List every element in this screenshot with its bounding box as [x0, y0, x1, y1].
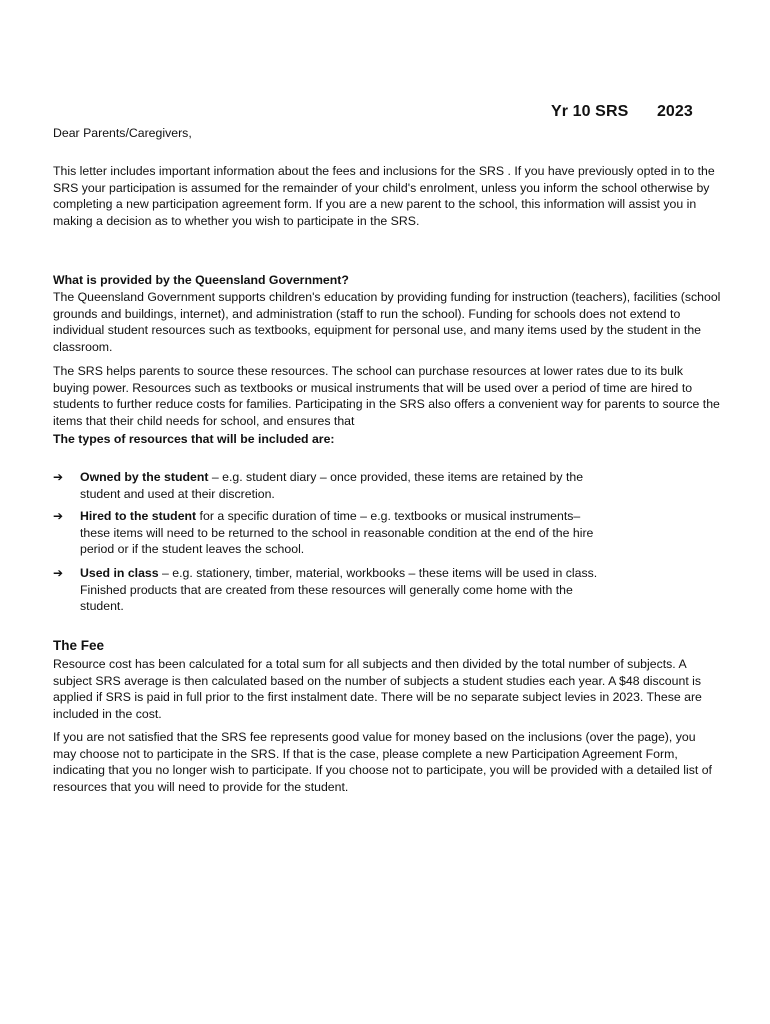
arrow-right-icon: ➔ — [53, 566, 64, 580]
gov-paragraph-1: The Queensland Government supports children's education by providing funding for instruction (teachers), facilities (school grounds and buildings, internet), and administration (staff to run the school). Funding for schools does not extend to individual student resources such as textbooks, equipment for personal use, and many items used by the student in the classroom. — [53, 290, 721, 355]
intro-paragraph: This letter includes important information about the fees and inclusions for the SRS . If you have previously opted in to the SRS your participation is assumed for the remainder of your child's enrolment, unless you inform the school otherwise by completing a new participation agreement form. If you are a new parent to the school, this information will assist you in making a decision as to whether you wish to participate in the SRS. — [53, 164, 715, 229]
bullet-description: – e.g. student diary – once provided, these items are retained by the student and used at their discretion. — [80, 470, 584, 501]
gov-paragraph-2: The SRS helps parents to source these resources. The school can purchase resources at lower rates due to its bulk buying power. Resources such as textbooks or musical instruments that will be used over a period of time are hired to students to further reduce costs for families. Participating in the SRS also offers a convenient way for parents to source the items that their child needs for school, and ensures that — [53, 364, 720, 429]
year-title: 2023 — [656, 103, 693, 120]
year-level-title: Yr 10 SRS — [551, 103, 629, 120]
arrow-right-icon: ➔ — [53, 470, 64, 484]
arrow-right-icon: ➔ — [53, 509, 64, 523]
bullet-description: – e.g. stationery, timber, material, workbooks – these items will be used in class. Finished products that are created from these resources will generally come home with the student. — [80, 566, 598, 614]
gov-heading: What is provided by the Queensland Government? — [53, 273, 349, 287]
resource-types-heading: The types of resources that will be included are: — [53, 432, 335, 446]
bullet-label: Hired to the student — [80, 509, 197, 523]
bullet-label: Owned by the student — [80, 470, 209, 484]
fee-heading: The Fee — [53, 638, 105, 653]
bullet-label: Used in class — [80, 566, 159, 580]
bullet-text — [80, 469, 610, 502]
fee-paragraph-2: If you are not satisfied that the SRS fee represents good value for money based on the inclusions (over the page), you may choose not to participate in the SRS. If that is the case, please complete a new Participation Agreement Form, indicating that you no longer wish to participate. If you choose not to participate, you will be provided with a detailed list of resources that you will need to provide for the student. — [53, 730, 712, 795]
fee-paragraph-1: Resource cost has been calculated for a total sum for all subjects and then divided by the total number of subjects. A subject SRS average is then calculated based on the number of subjects a student studies each year. A $48 discount is applied if SRS is paid in full prior to the first instalment date. There will be no separate subject levies in 2023. These are included in the cost. — [53, 657, 702, 722]
bullet-text — [80, 565, 610, 615]
document-header — [551, 103, 693, 121]
bullet-description: for a specific duration of time – e.g. textbooks or musical instruments–these items will need to be returned to the school in reasonable condition at the end of the hire period or if the student leaves the school. — [80, 509, 594, 557]
bullet-text — [80, 508, 610, 558]
salutation: Dear Parents/Caregivers, — [53, 126, 192, 140]
